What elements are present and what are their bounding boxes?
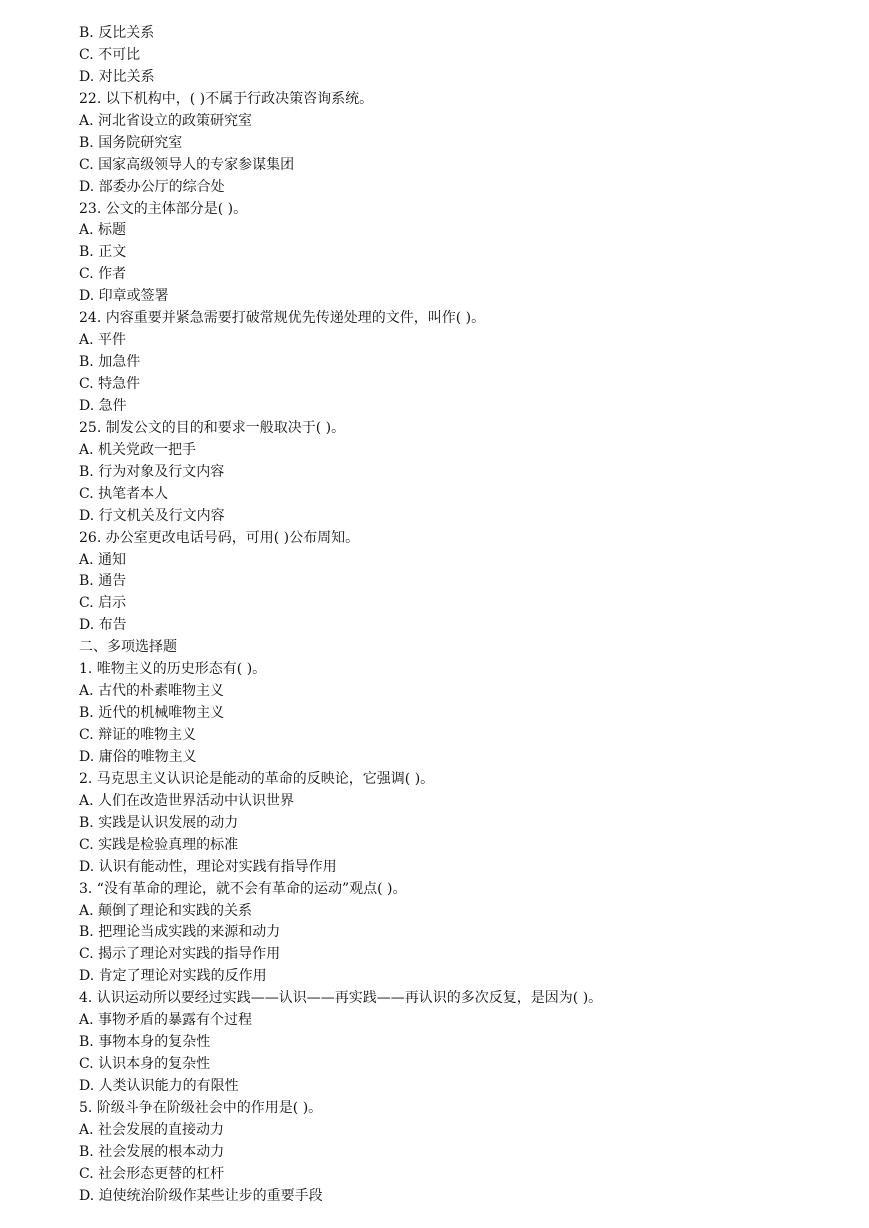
section-heading: 二、多项选择题 <box>79 639 177 656</box>
option-line: A. 标题 <box>79 222 127 239</box>
option-line: D. 布告 <box>79 617 127 634</box>
option-line: D. 对比关系 <box>79 68 155 85</box>
option-line: B. 通告 <box>79 573 127 590</box>
option-line: B. 行为对象及行文内容 <box>79 463 225 480</box>
option-line: B. 反比关系 <box>79 25 155 41</box>
option-line: D. 印章或签署 <box>79 288 169 305</box>
option-line: B. 把理论当成实践的来源和动力 <box>79 924 281 941</box>
question-line: 25. 制发公文的目的和要求一般取决于( )。 <box>79 419 346 436</box>
question-line: 3. “没有革命的理论，就不会有革命的运动”观点( )。 <box>79 880 407 897</box>
option-line: A. 事物矛盾的暴露有个过程 <box>79 1012 253 1029</box>
option-line: D. 部委办公厅的综合处 <box>79 178 225 195</box>
option-line: C. 国家高级领导人的专家参谋集团 <box>79 156 295 173</box>
question-line: 24. 内容重要并紧急需要打破常规优先传递处理的文件，叫作( )。 <box>79 310 486 327</box>
option-line: C. 特急件 <box>79 376 141 392</box>
option-line: D. 人类认识能力的有限性 <box>79 1078 239 1094</box>
option-line: B. 实践是认识发展的动力 <box>79 814 239 831</box>
option-line: D. 庸俗的唯物主义 <box>79 748 197 765</box>
option-line: A. 通知 <box>79 551 127 568</box>
option-line: C. 社会形态更替的杠杆 <box>79 1165 225 1182</box>
option-line: A. 社会发展的直接动力 <box>79 1121 225 1138</box>
question-line: 26. 办公室更改电话号码，可用( )公布周知。 <box>79 529 360 546</box>
option-line: C. 认识本身的复杂性 <box>79 1056 211 1073</box>
question-line: 1. 唯物主义的历史形态有( )。 <box>79 661 267 678</box>
option-line: D. 迫使统治阶级作某些让步的重要手段 <box>79 1187 323 1204</box>
option-line: C. 执笔者本人 <box>79 485 169 502</box>
option-line: B. 近代的机械唯物主义 <box>79 705 225 722</box>
option-line: C. 作者 <box>79 266 127 283</box>
option-line: C. 揭示了理论对实践的指导作用 <box>79 946 281 963</box>
question-line: 4. 认识运动所以要经过实践——认识——再实践——再认识的多次反复，是因为( )。 <box>79 990 603 1007</box>
question-line: 5. 阶级斗争在阶级社会中的作用是( )。 <box>79 1099 323 1116</box>
option-line: A. 人们在改造世界活动中认识世界 <box>79 792 295 809</box>
option-line: C. 不可比 <box>79 46 141 63</box>
option-line: B. 加急件 <box>79 354 141 371</box>
option-line: B. 正文 <box>79 244 127 261</box>
option-line: D. 急件 <box>79 397 127 414</box>
option-line: D. 肯定了理论对实践的反作用 <box>79 968 267 985</box>
option-line: A. 颠倒了理论和实践的关系 <box>79 902 253 919</box>
question-line: 23. 公文的主体部分是( )。 <box>79 200 248 217</box>
question-line: 22. 以下机构中，( )不属于行政决策咨询系统。 <box>79 90 374 107</box>
option-line: A. 平件 <box>79 332 127 349</box>
option-line: A. 古代的朴素唯物主义 <box>79 683 225 700</box>
option-line: D. 行文机关及行文内容 <box>79 507 225 524</box>
option-line: C. 启示 <box>79 595 127 612</box>
option-line: C. 辩证的唯物主义 <box>79 727 197 743</box>
option-line: A. 机关党政一把手 <box>79 441 197 458</box>
exam-text <box>79 23 839 1208</box>
option-line: B. 国务院研究室 <box>79 134 183 151</box>
option-line: C. 实践是检验真理的标准 <box>79 836 239 853</box>
question-line: 2. 马克思主义认识论是能动的革命的反映论，它强调( )。 <box>79 770 435 787</box>
option-line: A. 河北省设立的政策研究室 <box>79 112 253 129</box>
option-line: D. 认识有能动性，理论对实践有指导作用 <box>79 858 337 875</box>
option-line: B. 社会发展的根本动力 <box>79 1143 225 1160</box>
option-line: B. 事物本身的复杂性 <box>79 1034 211 1051</box>
